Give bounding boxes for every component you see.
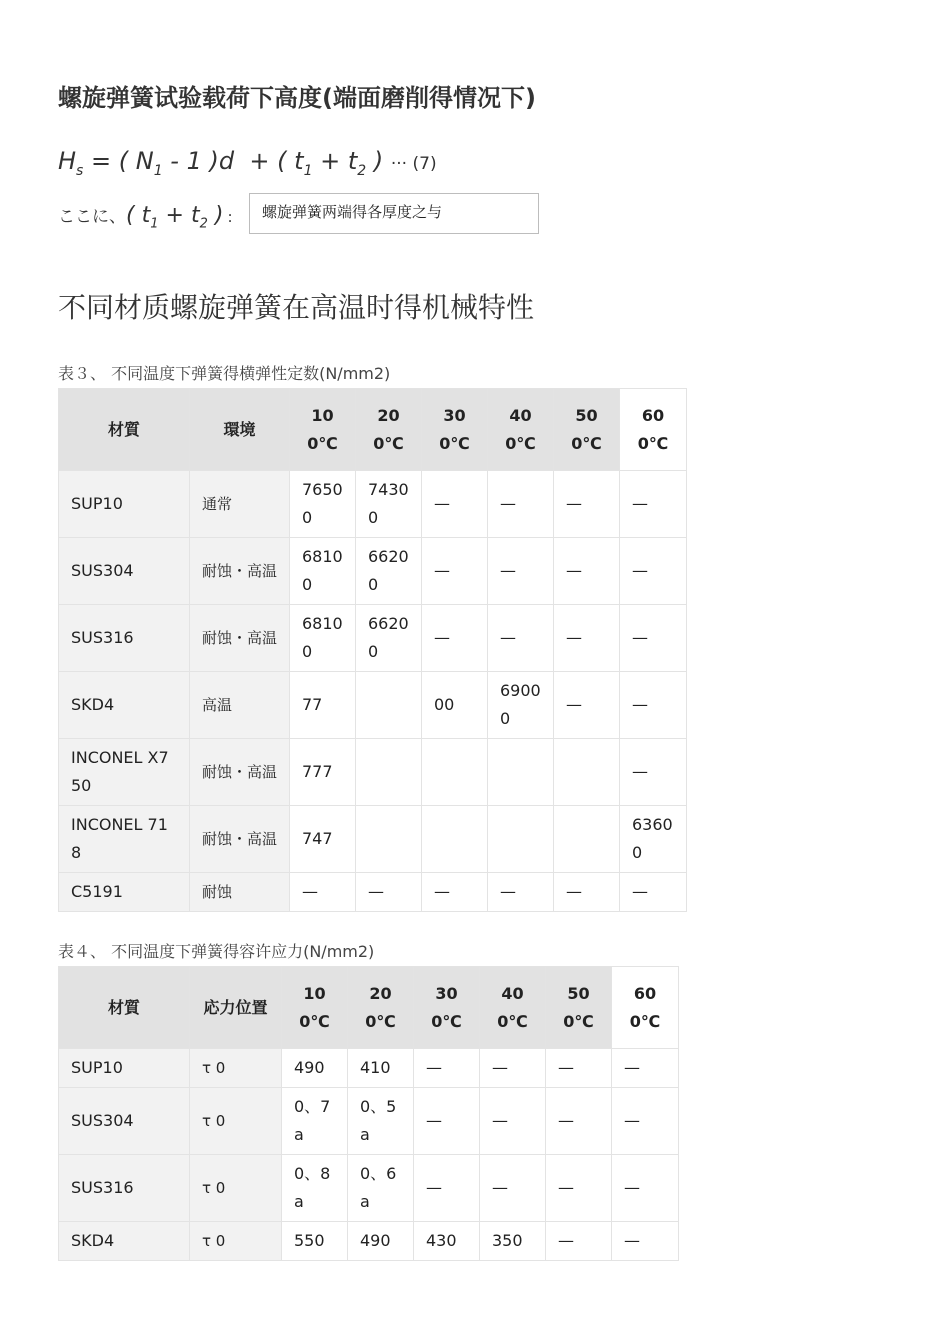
where-expression: ( $t_1 + t_2$ ) bbox=[126, 203, 224, 232]
table4-cell: — bbox=[546, 1222, 612, 1261]
table4-cell: — bbox=[612, 1088, 679, 1155]
table3-header-cell: 環境 bbox=[190, 389, 290, 471]
table4-caption: 表４、 不同温度下弹簧得容许应力(N/mm2) bbox=[58, 942, 375, 961]
table3-cell: — bbox=[422, 471, 488, 538]
section-title-high-temp-properties: 不同材质螺旋弹簧在高温时得机械特性 bbox=[58, 291, 535, 324]
table3-cell: 747 bbox=[290, 806, 356, 873]
table4-header-cell: 200℃ bbox=[348, 967, 414, 1049]
table4-cell: SKD4 bbox=[59, 1222, 190, 1261]
table4-header-cell: 300℃ bbox=[414, 967, 480, 1049]
table3-header-cell: 材質 bbox=[59, 389, 190, 471]
formula-number: ··· (7) bbox=[390, 154, 437, 174]
table4-cell: SUS304 bbox=[59, 1088, 190, 1155]
table3-caption: 表３、 不同温度下弹簧得横弹性定数(N/mm2) bbox=[58, 364, 391, 383]
table4-cell: τ 0 bbox=[190, 1088, 282, 1155]
table3-cell bbox=[422, 806, 488, 873]
table4-header-cell: 材質 bbox=[59, 967, 190, 1049]
table3-cell: — bbox=[620, 605, 687, 672]
table3-cell bbox=[356, 806, 422, 873]
table3-cell: — bbox=[554, 873, 620, 912]
table4-cell: — bbox=[546, 1155, 612, 1222]
table3-cell: 66200 bbox=[356, 605, 422, 672]
table4-allowable-stress bbox=[58, 966, 679, 1261]
table3-cell: INCONEL 718 bbox=[59, 806, 190, 873]
table4-cell: — bbox=[612, 1155, 679, 1222]
table4-cell: τ 0 bbox=[190, 1222, 282, 1261]
table3-cell: — bbox=[554, 538, 620, 605]
table4-cell: — bbox=[414, 1088, 480, 1155]
table4-cell: 0、7a bbox=[282, 1088, 348, 1155]
table3-cell: 耐蚀・高温 bbox=[190, 538, 290, 605]
table3-row bbox=[59, 806, 687, 873]
definition-box: 螺旋弹簧两端得各厚度之与 bbox=[249, 193, 539, 234]
table4-cell: — bbox=[612, 1049, 679, 1088]
table3-cell bbox=[356, 672, 422, 739]
table4-cell: 0、6a bbox=[348, 1155, 414, 1222]
table4-cell: — bbox=[480, 1088, 546, 1155]
table3-cell: — bbox=[422, 873, 488, 912]
table4-cell: 410 bbox=[348, 1049, 414, 1088]
where-lead: ここに、 bbox=[58, 207, 126, 227]
table4-cell: 350 bbox=[480, 1222, 546, 1261]
table3-cell: — bbox=[488, 873, 554, 912]
table4-header-cell: 100℃ bbox=[282, 967, 348, 1049]
table3-cell: SUP10 bbox=[59, 471, 190, 538]
table3-cell: — bbox=[554, 605, 620, 672]
table3-cell: — bbox=[488, 471, 554, 538]
section-title-test-load-height: 螺旋弹簧试验载荷下高度(端面磨削得情况下) bbox=[58, 84, 536, 112]
table3-cell: 66200 bbox=[356, 538, 422, 605]
table3-cell: INCONEL X750 bbox=[59, 739, 190, 806]
table3-shear-modulus bbox=[58, 388, 687, 912]
table4-cell: — bbox=[414, 1155, 480, 1222]
table3-cell: C5191 bbox=[59, 873, 190, 912]
table3-cell: 63600 bbox=[620, 806, 687, 873]
table4-cell: 430 bbox=[414, 1222, 480, 1261]
table4-cell: 490 bbox=[282, 1049, 348, 1088]
table4-cell: 0、8a bbox=[282, 1155, 348, 1222]
table3-cell: 高温 bbox=[190, 672, 290, 739]
formula-hs: $H_s$ = ( $N_1 - 1$ )d + ( $t_1 + t_2$ ) ··· (7) bbox=[58, 147, 437, 179]
table4-cell: SUS316 bbox=[59, 1155, 190, 1222]
table4-header-cell: 400℃ bbox=[480, 967, 546, 1049]
table3-cell: — bbox=[422, 538, 488, 605]
table4-header-cell: 600℃ bbox=[612, 967, 679, 1049]
table4-cell: — bbox=[546, 1049, 612, 1088]
table3-header-cell: 200℃ bbox=[356, 389, 422, 471]
table3-header-cell: 600℃ bbox=[620, 389, 687, 471]
table3-cell: — bbox=[620, 873, 687, 912]
table3-cell: SUS304 bbox=[59, 538, 190, 605]
table3-cell: — bbox=[290, 873, 356, 912]
table3-cell: 76500 bbox=[290, 471, 356, 538]
table3-row bbox=[59, 605, 687, 672]
table4-cell: — bbox=[612, 1222, 679, 1261]
table3-cell: — bbox=[620, 739, 687, 806]
table3-cell bbox=[488, 739, 554, 806]
table4-row bbox=[59, 1049, 679, 1088]
table3-cell: — bbox=[488, 538, 554, 605]
table3-header-row bbox=[59, 389, 687, 471]
table4-cell: SUP10 bbox=[59, 1049, 190, 1088]
table3-header-cell: 100℃ bbox=[290, 389, 356, 471]
table3-header-cell: 400℃ bbox=[488, 389, 554, 471]
table3-cell: 68100 bbox=[290, 538, 356, 605]
table4-cell: — bbox=[480, 1155, 546, 1222]
table3-cell: — bbox=[488, 605, 554, 672]
table3-cell bbox=[554, 806, 620, 873]
table3-cell bbox=[554, 739, 620, 806]
table3-cell: — bbox=[554, 471, 620, 538]
table3-cell: — bbox=[356, 873, 422, 912]
table3-cell: — bbox=[554, 672, 620, 739]
table3-header-cell: 500℃ bbox=[554, 389, 620, 471]
table3-cell: 00 bbox=[422, 672, 488, 739]
table3-cell: 74300 bbox=[356, 471, 422, 538]
table4-row bbox=[59, 1222, 679, 1261]
table3-row bbox=[59, 739, 687, 806]
table3-cell: 68100 bbox=[290, 605, 356, 672]
table3-cell: 69000 bbox=[488, 672, 554, 739]
table3-cell: 耐蚀 bbox=[190, 873, 290, 912]
table4-row bbox=[59, 1088, 679, 1155]
table4-cell: τ 0 bbox=[190, 1155, 282, 1222]
table4-cell: 0、5a bbox=[348, 1088, 414, 1155]
table3-cell: SKD4 bbox=[59, 672, 190, 739]
table3-row bbox=[59, 672, 687, 739]
table4-cell: τ 0 bbox=[190, 1049, 282, 1088]
table4-header-cell: 500℃ bbox=[546, 967, 612, 1049]
table3-cell bbox=[488, 806, 554, 873]
table3-cell: — bbox=[422, 605, 488, 672]
table4-cell: 490 bbox=[348, 1222, 414, 1261]
table3-cell: 耐蚀・高温 bbox=[190, 739, 290, 806]
table3-row bbox=[59, 873, 687, 912]
table4-cell: 550 bbox=[282, 1222, 348, 1261]
table4-cell: — bbox=[546, 1088, 612, 1155]
table3-cell: — bbox=[620, 538, 687, 605]
table3-cell bbox=[356, 739, 422, 806]
table4-cell: — bbox=[480, 1049, 546, 1088]
table3-row bbox=[59, 538, 687, 605]
table4-cell: — bbox=[414, 1049, 480, 1088]
table3-cell: 耐蚀・高温 bbox=[190, 806, 290, 873]
table3-cell: 耐蚀・高温 bbox=[190, 605, 290, 672]
table3-header-cell: 300℃ bbox=[422, 389, 488, 471]
table3-row bbox=[59, 471, 687, 538]
table3-cell: 777 bbox=[290, 739, 356, 806]
table3-cell: — bbox=[620, 672, 687, 739]
table3-cell: SUS316 bbox=[59, 605, 190, 672]
table3-cell: — bbox=[620, 471, 687, 538]
formula-where-line: ここに、( $t_1 + t_2$ ) : bbox=[58, 203, 233, 232]
table3-cell bbox=[422, 739, 488, 806]
table3-cell: 通常 bbox=[190, 471, 290, 538]
table3-cell: 77 bbox=[290, 672, 356, 739]
table4-row bbox=[59, 1155, 679, 1222]
table4-header-row bbox=[59, 967, 679, 1049]
table4-header-cell: 応力位置 bbox=[190, 967, 282, 1049]
